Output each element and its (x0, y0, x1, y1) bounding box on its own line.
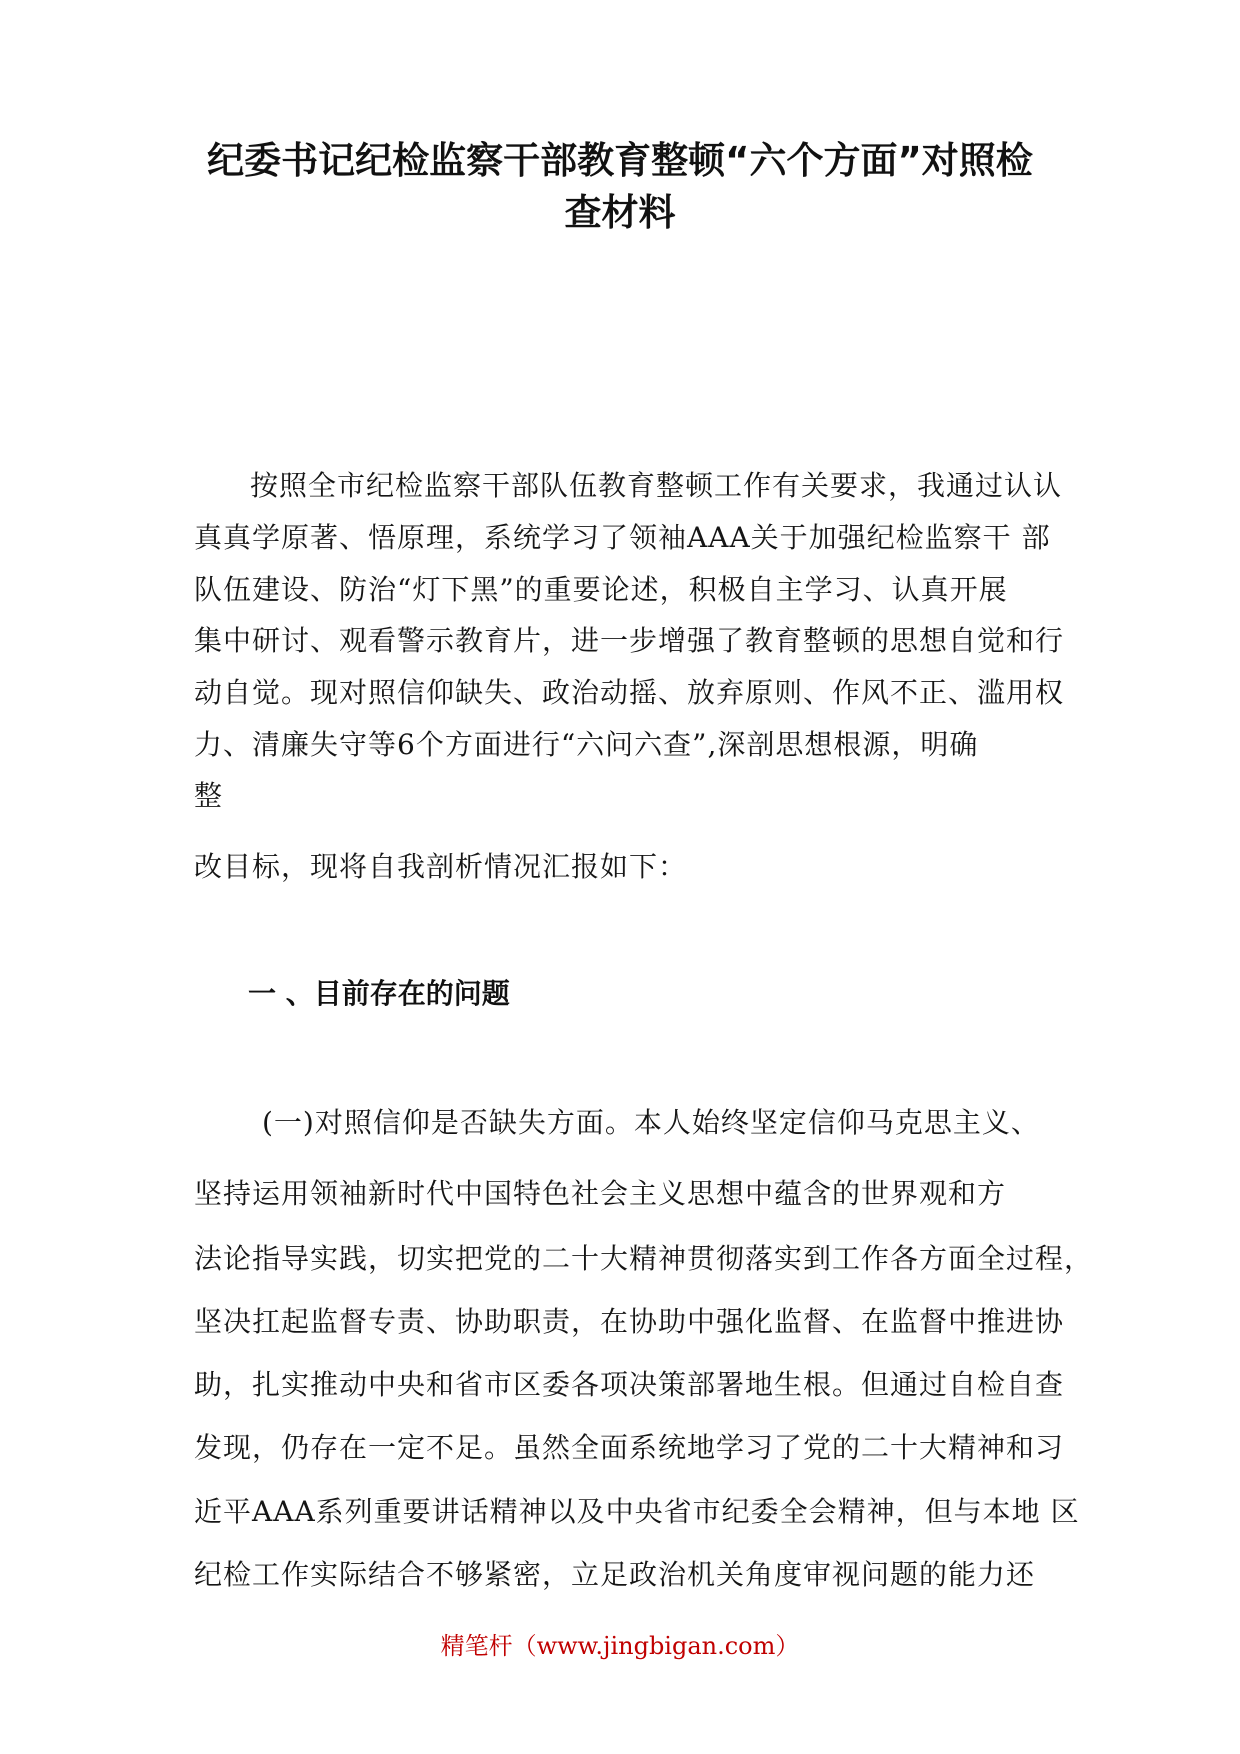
intro-paragraph-line: 整 (194, 779, 224, 812)
section-paragraph-line: 纪检工作实际结合不够紧密，立足政治机关角度审视问题的能力还 (194, 1558, 1036, 1591)
intro-paragraph-line: 动自觉。现对照信仰缺失、政治动摇、放弃原则、作风不正、滥用权 (194, 676, 1065, 709)
section-heading: 一 、目前存在的问题 (248, 977, 510, 1010)
document-title-line-2: 查材料 (564, 191, 676, 234)
intro-paragraph-line: 按照全市纪检监察干部队伍教育整顿工作有关要求，我通过认认 (250, 469, 1063, 502)
document-title-line-1: 纪委书记纪检监察干部教育整顿“六个方面”对照检 (207, 139, 1033, 182)
section-paragraph-line: 坚持运用领袖新时代中国特色社会主义思想中蕴含的世界观和方 (194, 1177, 1007, 1210)
intro-paragraph-line: 真真学原著、悟原理，系统学习了领袖AAA关于加强纪检监察干 部 (194, 521, 1051, 554)
intro-paragraph-line: 力、清廉失守等6个方面进行“六问六查”,深剖思想根源，明确 (194, 728, 979, 761)
intro-paragraph-line: 队伍建设、防治“灯下黑”的重要论述，积极自主学习、认真开展 (194, 573, 1008, 606)
section-paragraph-line: (一)对照信仰是否缺失方面。本人始终坚定信仰马克思主义、 (262, 1106, 1040, 1139)
intro-paragraph-line: 集中研讨、观看警示教育片，进一步增强了教育整顿的思想自觉和行 (194, 624, 1065, 657)
footer-watermark-link[interactable]: 精笔杆（www.jingbigan.com） (440, 1632, 800, 1660)
section-paragraph-line: 近平AAA系列重要讲话精神以及中央省市纪委全会精神，但与本地 区 (194, 1495, 1080, 1528)
section-paragraph-line: 发现，仍存在一定不足。虽然全面系统地学习了党的二十大精神和习 (194, 1431, 1065, 1464)
section-paragraph-line: 助，扎实推动中央和省市区委各项决策部署地生根。但通过自检自查 (194, 1368, 1065, 1401)
section-paragraph-line: 坚决扛起监督专责、协助职责，在协助中强化监督、在监督中推进协 (194, 1305, 1065, 1338)
section-paragraph-line: 法论指导实践，切实把党的二十大精神贯彻落实到工作各方面全过程， (194, 1242, 1094, 1275)
intro-paragraph-line: 改目标，现将自我剖析情况汇报如下： (194, 850, 688, 883)
